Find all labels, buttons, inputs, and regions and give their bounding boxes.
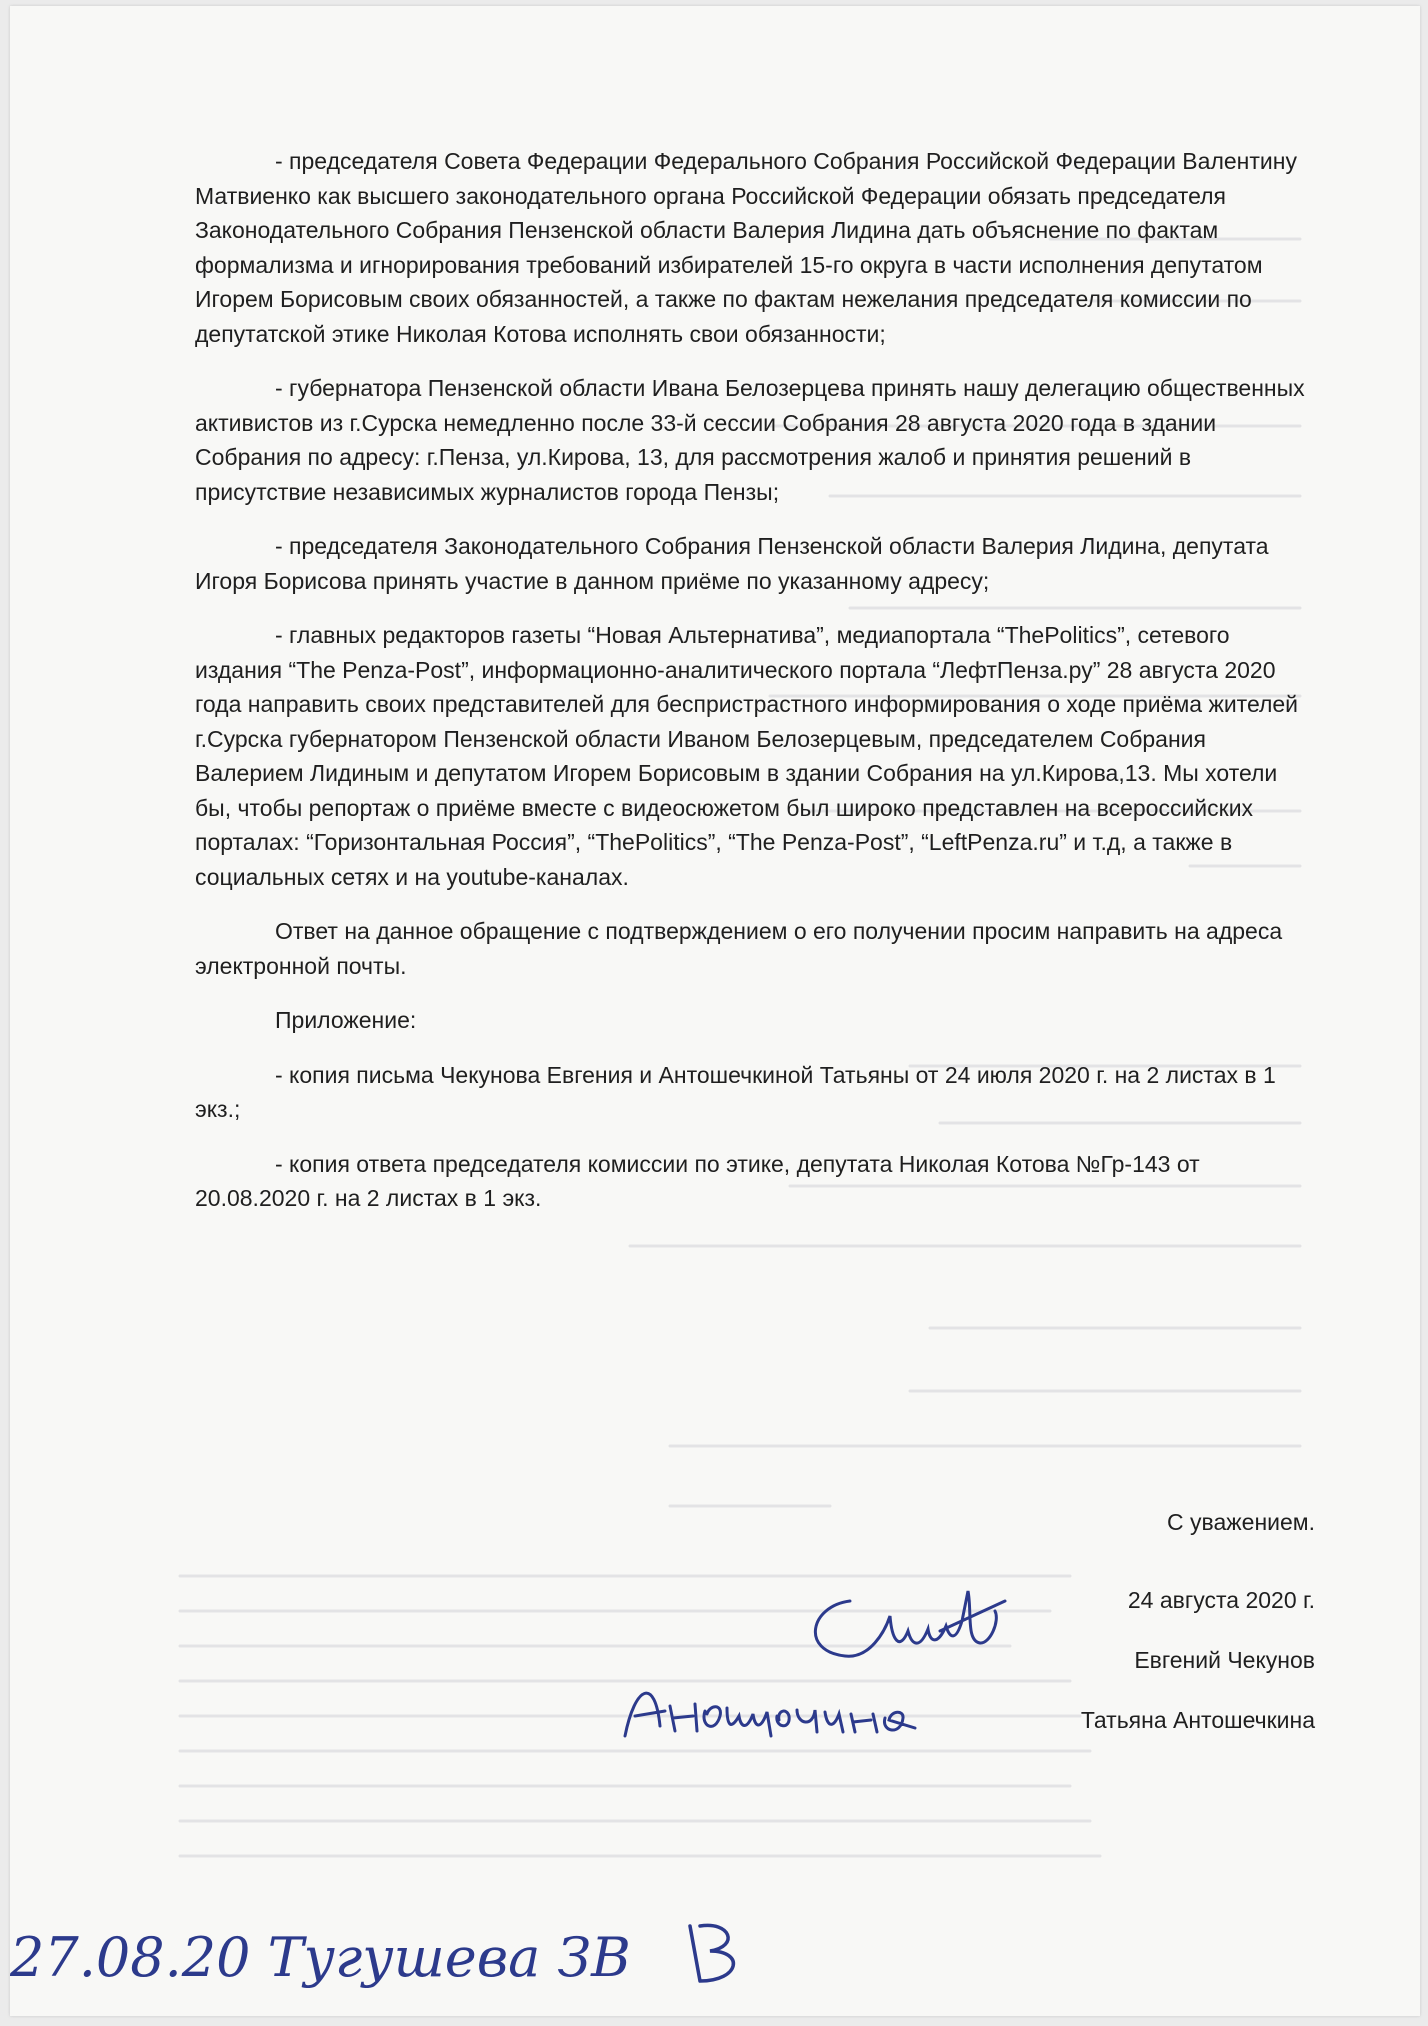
paragraph-governor: - губернатора Пензенской области Ивана Белозерцева принять нашу делегацию общественных активистов из г.Сурска немедленно после 33-й сессии Собрания 28 августа 2020 года в здании Собрания по адресу: г.Пенза, ул.Кирова, 13, для рассмотрения жалоб и принятия решений в присутствие независимых журналистов города Пензы; [195, 375, 1305, 505]
handwritten-signature [790, 1571, 1020, 1681]
scanned-letter-page [10, 6, 1420, 2016]
paragraph-chairman: - председателя Законодательного Собрания Пензенской области Валерия Лидина, депутата Игоря Борисова принять участие в данном приёме по указанному адресу; [195, 533, 1269, 594]
paragraph-editors: - главных редакторов газеты “Новая Альтернатива”, медиапортала “ThePolitics”, сетевого издания “The Penza-Post”, информационно-аналитического портала “ЛефтПенза.ру” 28 августа 2020 года направить своих представителей для беспристрастного информирования о ходе приёма жителей г.Сурска губернатором Пензенской области Иваном Белозерцевым, председателем Собрания Валерием Лидиным и депутатом Игорем Борисовым в здании Собрания на ул.Кирова,13. Мы хотели бы, чтобы репортаж о приёме вместе с видеосюжетом был широко представлен на всероссийских порталах: “Горизонтальная Россия”, “ThePolitics”, “The Penza-Post”, “LeftPenza.ru” и т.д, а также в социальных сетях и на youtube-каналах. [195, 622, 1299, 890]
signer-name: Евгений Чекунов [1134, 1647, 1315, 1673]
closing-line: С уважением. [1167, 1509, 1315, 1535]
signature-block [1081, 1496, 1315, 1746]
attachment-item: - копия ответа председателя комиссии по этике, депутата Николая Котова №Гр-143 от 20.08.2020 г. на 2 листах в 1 экз. [195, 1150, 1200, 1211]
paragraph-federation-council: - председателя Совета Федерации Федерального Собрания Российской Федерации Валентину Матвиенко как высшего законодательного органа Российской Федерации обязать председателя Законодательного Собрания Пензенской области Валерия Лидина дать объяснение по фактам формализма и игнорирования требований избирателей 15-го округа в части исполнения депутатом Игорем Борисовым своих обязанностей, а также по фактам нежелания председателя комиссии по депутатской этике Николая Котова исполнять свои обязанности; [195, 148, 1297, 347]
handwritten-receipt-note-ink [10, 1906, 910, 1996]
letter-body [195, 144, 1310, 1236]
attachments-heading: Приложение: [275, 1007, 417, 1033]
letter-date: 24 августа 2020 г. [1127, 1587, 1315, 1613]
signer-name: Татьяна Антошечкина [1080, 1707, 1315, 1733]
handwritten-receipt-note [10, 1906, 910, 1996]
paragraph-reply-request: Ответ на данное обращение с подтверждением о его получении просим направить на адреса электронной почты. [195, 918, 1283, 979]
handwritten-note-text: 27.08.20 Тугушева ЗВ [10, 1926, 631, 1989]
attachment-item: - копия письма Чекунова Евгения и Антошечкиной Татьяны от 24 июля 2020 г. на 2 листах в 1 экз.; [195, 1061, 1276, 1122]
handwritten-signature-antoshechkina [615, 1666, 955, 1756]
